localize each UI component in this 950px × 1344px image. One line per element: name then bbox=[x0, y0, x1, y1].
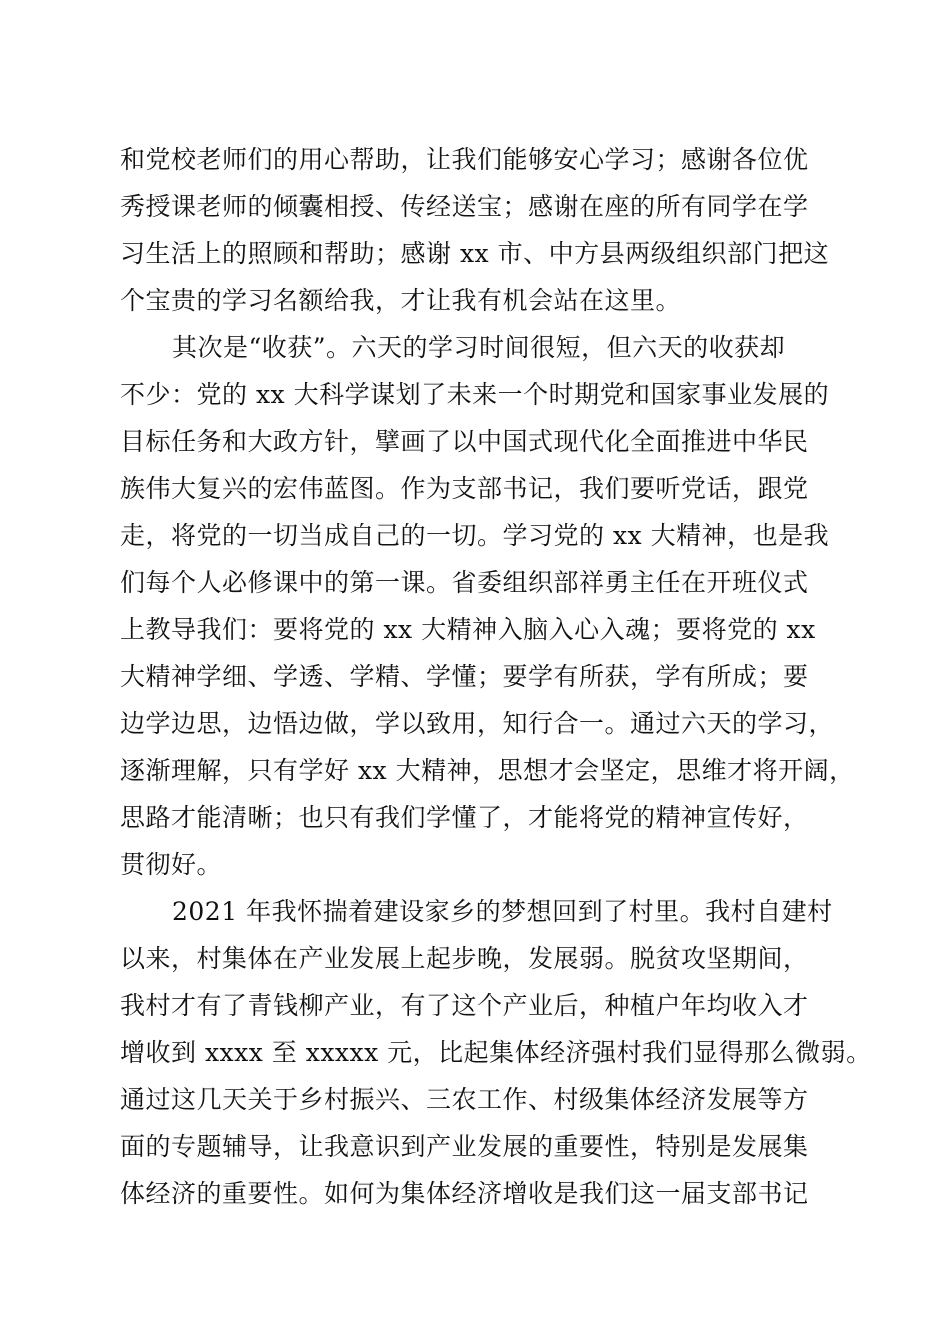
paragraph-first-line: 其次是“收获”。六天的学习时间很短，但六天的收获却 bbox=[172, 333, 786, 362]
text-line: 以来，村集体在产业发展上起步晚，发展弱。脱贫攻坚期间， bbox=[120, 944, 809, 973]
text-line: 增收到 xxxx 至 xxxxx 元，比起集体经济强村我们显得那么微弱。 bbox=[120, 1038, 872, 1067]
text-line: 秀授课老师的倾囊相授、传经送宝；感谢在座的所有同学在学 bbox=[120, 192, 809, 221]
text-line: 上教导我们：要将党的 xx 大精神入脑入心入魂；要将党的 xx bbox=[120, 615, 816, 644]
text-line: 面的专题辅导，让我意识到产业发展的重要性，特别是发展集 bbox=[120, 1132, 809, 1161]
paragraph-first-line: 2021 年我怀揣着建设家乡的梦想回到了村里。我村自建村 bbox=[172, 897, 833, 926]
text-line: 和党校老师们的用心帮助，让我们能够安心学习；感谢各位优 bbox=[120, 145, 809, 174]
text-line: 通过这几天关于乡村振兴、三农工作、村级集体经济发展等方 bbox=[120, 1085, 809, 1114]
text-line: 习生活上的照顾和帮助；感谢 xx 市、中方县两级组织部门把这 bbox=[120, 239, 830, 268]
text-line: 大精神学细、学透、学精、学懂；要学有所获，学有所成；要 bbox=[120, 662, 809, 691]
text-line: 我村才有了青钱柳产业，有了这个产业后，种植户年均收入才 bbox=[120, 991, 809, 1020]
text-line: 边学边思，边悟边做，学以致用，知行合一。通过六天的学习， bbox=[120, 709, 835, 738]
text-line: 走，将党的一切当成自己的一切。学习党的 xx 大精神，也是我 bbox=[120, 521, 830, 550]
text-line: 思路才能清晰；也只有我们学懂了，才能将党的精神宣传好， bbox=[120, 803, 809, 832]
text-line: 逐渐理解，只有学好 xx 大精神，思想才会坚定，思维才将开阔， bbox=[120, 756, 855, 785]
text-line: 目标任务和大政方针，擘画了以中国式现代化全面推进中华民 bbox=[120, 427, 809, 456]
text-line: 体经济的重要性。如何为集体经济增收是我们这一届支部书记 bbox=[120, 1179, 809, 1208]
text-line: 族伟大复兴的宏伟蓝图。作为支部书记，我们要听党话，跟党 bbox=[120, 474, 809, 503]
text-line: 们每个人必修课中的第一课。省委组织部祥勇主任在开班仪式 bbox=[120, 568, 809, 597]
text-line: 个宝贵的学习名额给我，才让我有机会站在这里。 bbox=[120, 286, 682, 315]
text-line: 不少：党的 xx 大科学谋划了未来一个时期党和国家事业发展的 bbox=[120, 380, 830, 409]
text-line: 贯彻好。 bbox=[120, 850, 223, 879]
